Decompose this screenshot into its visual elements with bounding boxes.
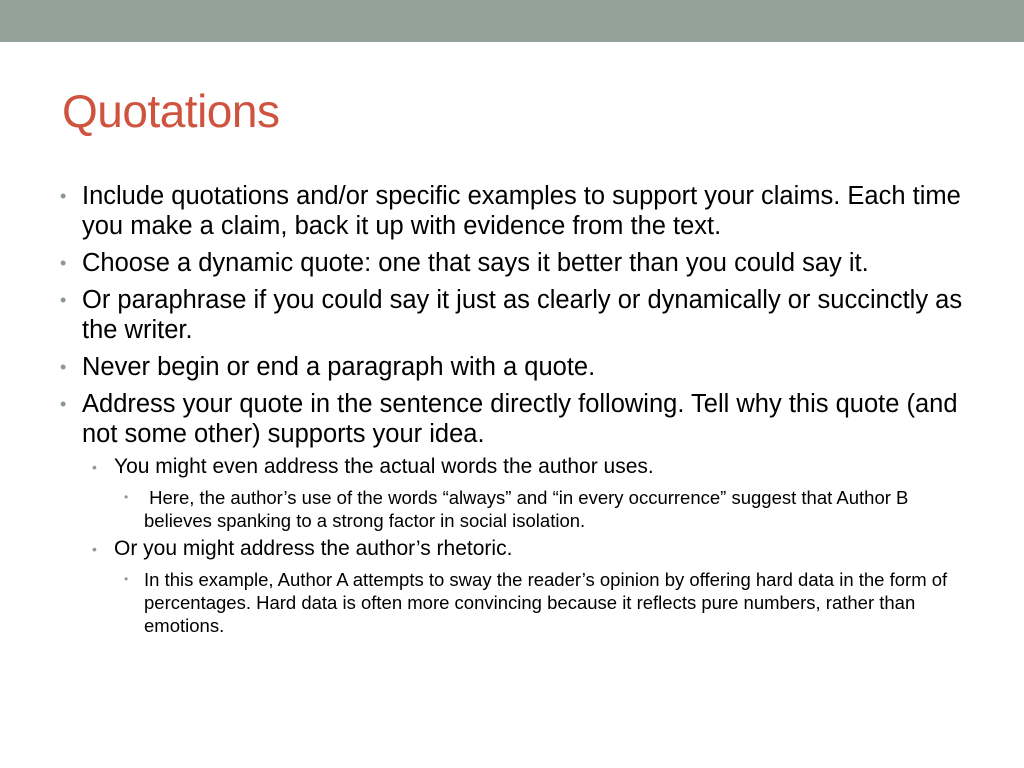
bullet-item (60, 389, 980, 449)
slide-title: Quotations (62, 85, 280, 137)
sub-bullet-text: Or you might address the author’s rhetoric. (114, 537, 513, 560)
bullet-text: Choose a dynamic quote: one that says it better than you could say it. (82, 249, 869, 277)
bullet-dot-icon: • (92, 541, 97, 557)
bullet-dot-icon: • (124, 490, 129, 504)
sub-sub-bullet-text: Here, the author’s use of the words “always” and “in every occurrence” suggest that Author B believes spanking to a strong factor in social isolation. (144, 487, 914, 531)
sub-bullet-text: You might even address the actual words the author uses. (114, 455, 654, 478)
bullet-item (60, 285, 980, 345)
bullet-dot-icon: • (60, 186, 67, 206)
top-accent-bar (0, 0, 1024, 42)
bullet-dot-icon: • (60, 253, 67, 273)
bullet-text: Address your quote in the sentence directly following. Tell why this quote (and not some other) supports your idea. (82, 390, 958, 448)
bullet-dot-icon: • (60, 290, 67, 310)
sub-sub-bullet-item (124, 568, 980, 637)
sub-bullet-item (92, 454, 980, 480)
bullet-dot-icon: • (60, 357, 67, 377)
bullet-item (60, 181, 980, 241)
bullet-dot-icon: • (60, 394, 67, 414)
bullet-text: Or paraphrase if you could say it just as clearly or dynamically or succinctly as the writer. (82, 286, 963, 344)
sub-sub-bullet-text: In this example, Author A attempts to sway the reader’s opinion by offering hard data in the form of percentages. Hard data is often more convincing because it reflects pure numbers, rather than emotions. (144, 569, 948, 636)
bullet-text: Never begin or end a paragraph with a quote. (82, 353, 596, 381)
bullet-dot-icon: • (124, 572, 129, 586)
sub-sub-bullet-item (124, 486, 980, 532)
slide-body (60, 181, 980, 643)
bullet-dot-icon: • (92, 459, 97, 475)
bullet-item (60, 352, 980, 382)
sub-bullet-item (92, 536, 980, 562)
bullet-item (60, 248, 980, 278)
bullet-text: Include quotations and/or specific examples to support your claims. Each time you make a claim, back it up with evidence from the text. (82, 182, 961, 240)
